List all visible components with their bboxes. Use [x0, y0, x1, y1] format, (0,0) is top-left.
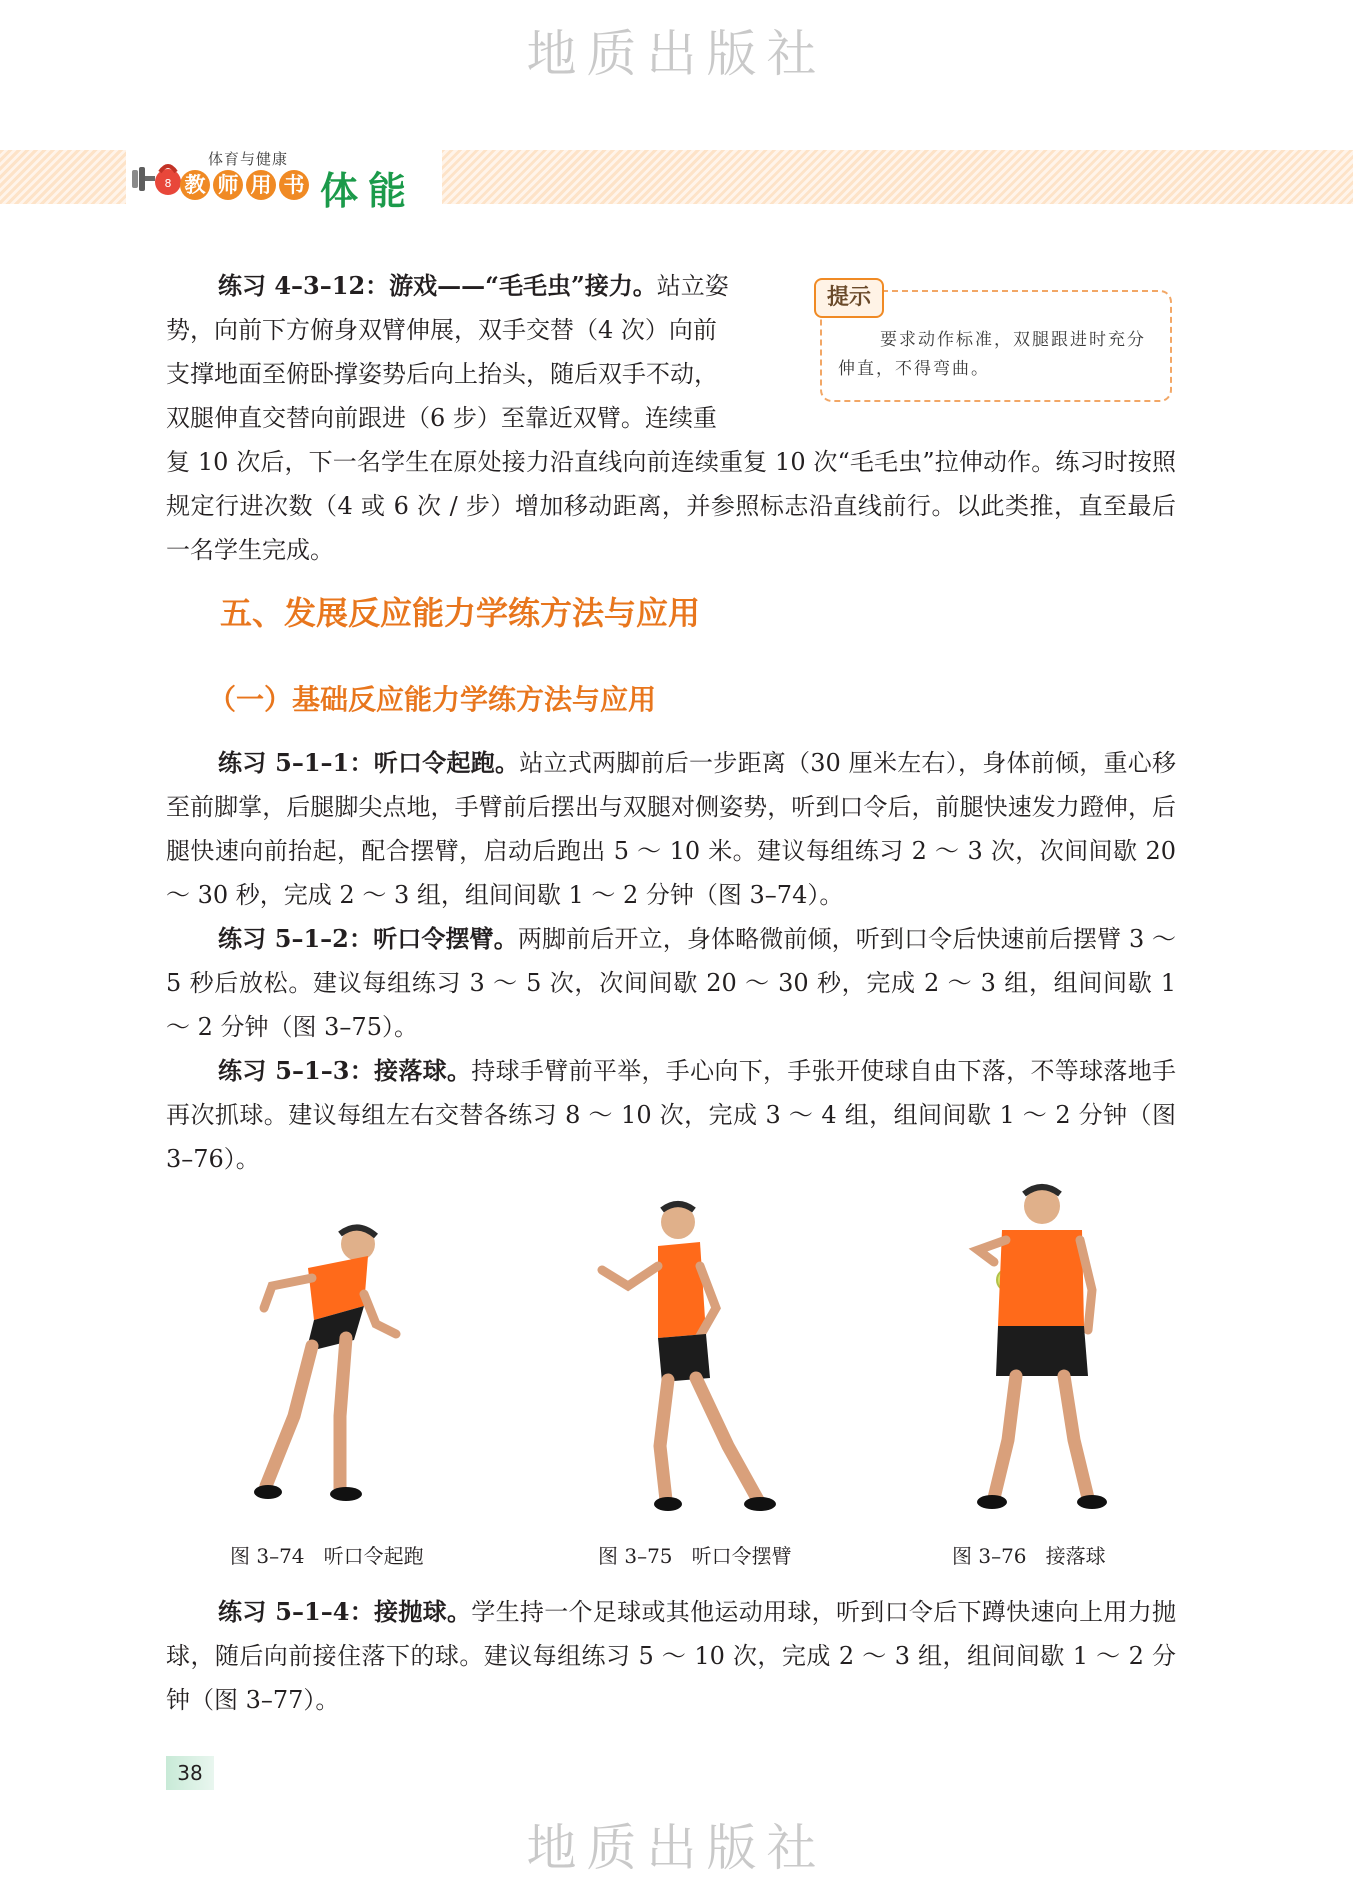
- ex-4-3-12-line4: 双腿伸直交替向前跟进（6 步）至靠近双臂。连续重: [166, 404, 717, 432]
- ex-5-1-1: [166, 741, 1176, 917]
- ex-5-1-3: [166, 1049, 1176, 1181]
- ex-5-1-1-lead: 练习 5–1–1：听口令起跑。: [218, 748, 520, 777]
- figure-3-76-caption: 图 3–76 接落球: [952, 1544, 1106, 1568]
- figure-3-75-caption: 图 3–75 听口令摆臂: [598, 1544, 792, 1568]
- ex-5-1-3-body: 持球手臂前平举，手心向下，手张开使球自由下落，不等球落地手再次抓球。建议每组左右交替各练习 8 ～ 10 次，完成 3 ～ 4 组，组间间歇 1 ～ 2 分钟（图 3–76）。: [166, 1057, 1177, 1173]
- ex-5-1-2: [166, 917, 1176, 1049]
- header-subject: 体育与健康: [208, 150, 289, 168]
- figure-3-74-caption: 图 3–74 听口令起跑: [230, 1544, 424, 1568]
- svg-text:8: 8: [164, 177, 172, 190]
- ex-5-1-3-lead: 练习 5–1–3：接落球。: [218, 1056, 472, 1085]
- ex-5-1-4: [166, 1590, 1176, 1722]
- ex-5-1-2-body: 两脚前后开立，身体略微前倾，听到口令后快速前后摆臂 3 ～ 5 秒后放松。建议每组练习 3 ～ 5 次，次间间歇 20 ～ 30 秒，完成 2 ～ 3 组，组间间歇 1 ～ 2 分钟（图 3–75）。: [166, 925, 1176, 1041]
- ex-4-3-12-lead: 练习 4–3–12：游戏——“毛毛虫”接力。: [218, 271, 657, 300]
- figure-3-74-image: [236, 1216, 416, 1516]
- ex-4-3-12-line2: 势，向前下方俯身双臂伸展，双手交替（4 次）向前: [166, 316, 717, 344]
- series-char: 师: [213, 170, 243, 200]
- tip-text: 要求动作标准，双腿跟进时充分伸直，不得弯曲。: [838, 330, 1146, 379]
- ex-5-1-2-lead: 练习 5–1–2：听口令摆臂。: [218, 924, 518, 953]
- tip-label: 提示: [814, 278, 884, 318]
- ex-4-3-12-line3: 支撑地面至俯卧撑姿势后向上抬头，随后双手不动，: [166, 360, 718, 388]
- section-heading: 五、发展反应能力学练方法与应用: [220, 594, 701, 632]
- page-number: 38: [166, 1756, 214, 1790]
- ex-4-3-12-rest: 复 10 次后，下一名学生在原处接力沿直线向前连续重复 10 次“毛毛虫”拉伸动作。练习时按照规定行进次数（4 或 6 次 / 步）增加移动距离，并参照标志沿直线前行。以此类推，直至最后一名学生完成。: [166, 448, 1176, 564]
- figure-3-76-image: [942, 1180, 1122, 1520]
- book-title: 体能: [320, 169, 417, 213]
- watermark-bottom: 地质出版社: [526, 1819, 827, 1877]
- series-title: [180, 170, 309, 200]
- ex-5-1-4-lead: 练习 5–1–4：接抛球。: [218, 1597, 472, 1626]
- dumbbell-kettlebell-icon: [130, 160, 184, 198]
- series-char: 教: [180, 170, 210, 200]
- watermark-top: 地质出版社: [526, 25, 827, 83]
- ex-5-1-4-body: 学生持一个足球或其他运动用球，听到口令后下蹲快速向上用力抛球，随后向前接住落下的球。建议每组练习 5 ～ 10 次，完成 2 ～ 3 组，组间间歇 1 ～ 2 分钟（图 3–77）。: [166, 1598, 1177, 1714]
- series-char: 用: [246, 170, 276, 200]
- ex-4-3-12-text: 站立姿: [656, 272, 729, 300]
- ex-4-3-12-line1: [166, 264, 776, 308]
- subsection-heading: （一）基础反应能力学练方法与应用: [208, 683, 657, 716]
- series-char: 书: [279, 170, 309, 200]
- figure-3-75-image: [588, 1196, 788, 1516]
- ex-5-1-1-body: 站立式两脚前后一步距离（30 厘米左右），身体前倾，重心移至前脚掌，后腿脚尖点地，手臂前后摆出与双腿对侧姿势，听到口令后，前腿快速发力蹬伸，后腿快速向前抬起，配合摆臂，启动后跑出 5 ～ 10 米。建议每组练习 2 ～ 3 次，次间间歇 20 ～ 30 秒，完成 2 ～ 3 组，组间间歇 1 ～ 2 分钟（图 3–74）。: [166, 749, 1177, 909]
